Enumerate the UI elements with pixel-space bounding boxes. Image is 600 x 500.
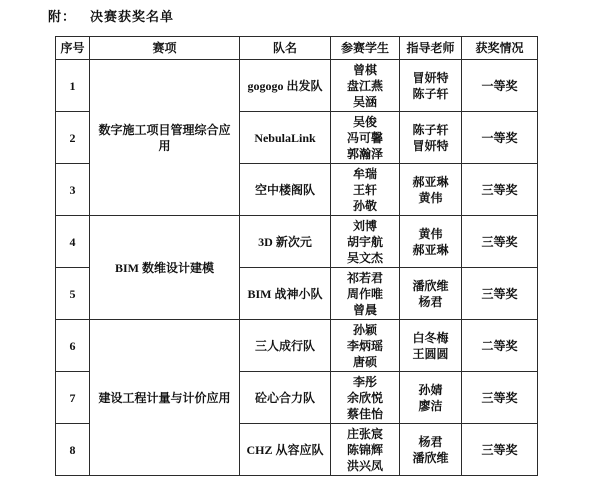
index-cell: 5: [56, 268, 90, 320]
student-name: 李彤: [352, 374, 377, 389]
student-name: 周作唯: [346, 286, 383, 301]
teacher-name: 陈子轩: [412, 122, 449, 137]
student-name: 唐硕: [352, 354, 377, 369]
student-name: 吴涵: [352, 94, 377, 109]
team-cell: NebulaLink: [240, 112, 331, 164]
event-cell: BIM 数维设计建模: [90, 216, 240, 320]
students-cell: [331, 320, 400, 372]
table-row: [56, 320, 538, 372]
header-row: [56, 37, 538, 60]
award-cell: 三等奖: [462, 424, 538, 476]
students-cell: [331, 60, 400, 112]
index-cell: 8: [56, 424, 90, 476]
results-table: [55, 36, 538, 476]
students-cell: [331, 112, 400, 164]
teacher-name: 黄伟: [418, 226, 443, 241]
team-cell: 三人成行队: [240, 320, 331, 372]
teachers-cell: [400, 424, 462, 476]
teachers-cell: [400, 164, 462, 216]
event-cell: 数字施工项目管理综合应用: [90, 60, 240, 216]
student-name: 余欣悦: [346, 390, 383, 405]
teacher-name: 白冬梅: [412, 330, 449, 345]
student-name: 孙颖: [352, 322, 377, 337]
award-cell: 一等奖: [462, 60, 538, 112]
award-cell: 二等奖: [462, 320, 538, 372]
student-name: 吴文杰: [346, 250, 383, 265]
student-name: 庄张宸: [346, 426, 383, 441]
students-cell: [331, 164, 400, 216]
team-cell: gogogo 出发队: [240, 60, 331, 112]
students-cell: [331, 216, 400, 268]
student-name: 曾晨: [352, 302, 377, 317]
student-name: 冯可馨: [346, 130, 383, 145]
award-cell: 三等奖: [462, 164, 538, 216]
teacher-name: 冒妍特: [412, 138, 449, 153]
index-cell: 7: [56, 372, 90, 424]
student-name: 盘江燕: [346, 78, 383, 93]
students-cell: [331, 268, 400, 320]
table-body: [56, 60, 538, 476]
teachers-cell: [400, 268, 462, 320]
student-name: 胡宇航: [346, 234, 383, 249]
table-header-row: [56, 37, 538, 60]
teacher-name: 杨君: [418, 294, 443, 309]
student-name: 郭瀚泽: [346, 146, 383, 161]
table-row: [56, 60, 538, 112]
student-name: 刘博: [352, 218, 377, 233]
index-cell: 2: [56, 112, 90, 164]
header-cell: 赛项: [90, 37, 240, 60]
page-title: [48, 6, 174, 25]
student-name: 李炳瑶: [346, 338, 383, 353]
teacher-name: 孙婧: [418, 382, 443, 397]
student-name: 王轩: [352, 182, 377, 197]
table-row: [56, 216, 538, 268]
header-cell: 指导老师: [400, 37, 462, 60]
student-name: 祁若君: [346, 270, 383, 285]
teacher-name: 王圆圆: [412, 346, 449, 361]
student-name: 曾棋: [352, 62, 377, 77]
student-name: 陈锦辉: [346, 442, 383, 457]
title-prefix: 附：: [48, 9, 77, 24]
teachers-cell: [400, 60, 462, 112]
teacher-name: 陈子轩: [412, 86, 449, 101]
award-cell: 一等奖: [462, 112, 538, 164]
teacher-name: 潘欣维: [412, 278, 449, 293]
header-cell: 参赛学生: [331, 37, 400, 60]
award-cell: 三等奖: [462, 216, 538, 268]
award-cell: 三等奖: [462, 372, 538, 424]
teacher-name: 潘欣维: [412, 450, 449, 465]
student-name: 蔡佳怡: [346, 406, 383, 421]
teacher-name: 黄伟: [418, 190, 443, 205]
header-cell: 序号: [56, 37, 90, 60]
team-cell: BIM 战神小队: [240, 268, 331, 320]
student-name: 洪兴凤: [346, 458, 383, 473]
students-cell: [331, 372, 400, 424]
team-cell: 3D 新次元: [240, 216, 331, 268]
index-cell: 3: [56, 164, 90, 216]
teacher-name: 杨君: [418, 434, 443, 449]
teachers-cell: [400, 320, 462, 372]
award-cell: 三等奖: [462, 268, 538, 320]
teacher-name: 郝亚琳: [412, 174, 449, 189]
index-cell: 1: [56, 60, 90, 112]
teachers-cell: [400, 112, 462, 164]
header-cell: 队名: [240, 37, 331, 60]
team-cell: 砼心合力队: [240, 372, 331, 424]
team-cell: 空中楼阁队: [240, 164, 331, 216]
title-text: 决赛获奖名单: [90, 9, 175, 24]
team-cell: CHZ 从容应队: [240, 424, 331, 476]
student-name: 牟瑞: [352, 166, 377, 181]
teacher-name: 廖洁: [418, 398, 443, 413]
header-cell: 获奖情况: [462, 37, 538, 60]
index-cell: 6: [56, 320, 90, 372]
teacher-name: 冒妍特: [412, 70, 449, 85]
index-cell: 4: [56, 216, 90, 268]
students-cell: [331, 424, 400, 476]
teacher-name: 郝亚琳: [412, 242, 449, 257]
teachers-cell: [400, 372, 462, 424]
event-cell: 建设工程计量与计价应用: [90, 320, 240, 476]
student-name: 吴俊: [352, 114, 377, 129]
student-name: 孙敬: [352, 198, 377, 213]
teachers-cell: [400, 216, 462, 268]
